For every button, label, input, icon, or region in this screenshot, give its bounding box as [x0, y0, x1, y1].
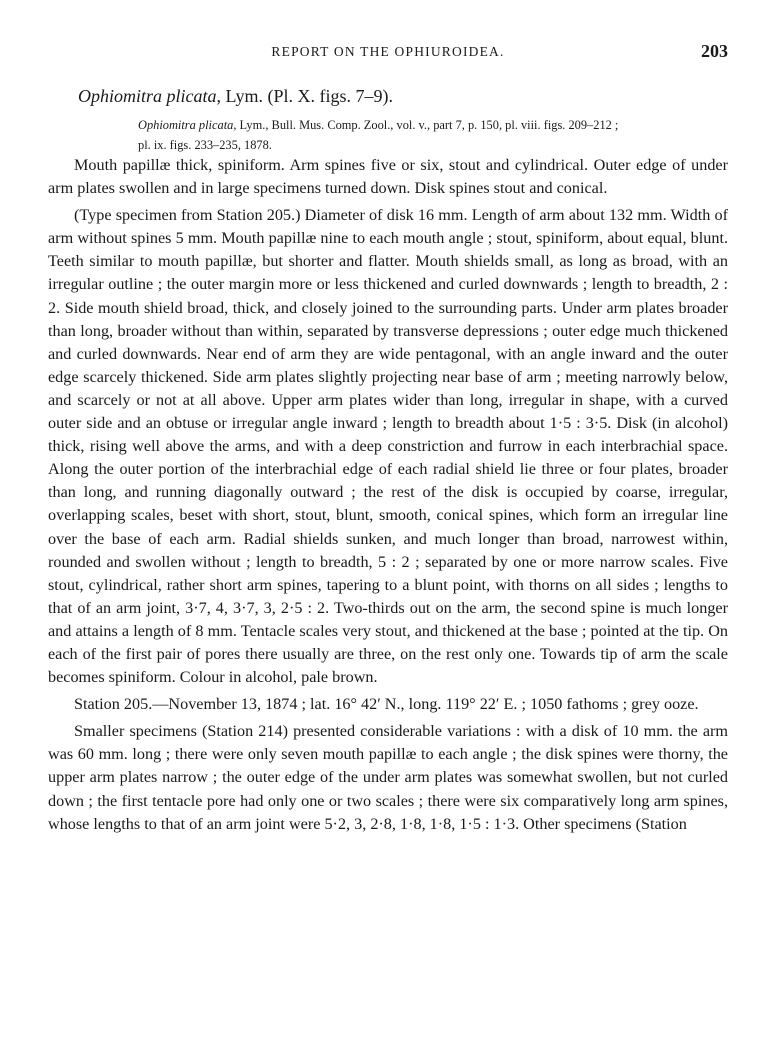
reference-species-name: Ophiomitra plicata	[138, 118, 234, 132]
species-heading	[78, 86, 393, 107]
page-number: 203	[701, 41, 728, 61]
paragraph-variations: Smaller specimens (Station 214) presented considerable variations : with a disk of 10 mm. the arm was 60 mm. long ; there were only seven mouth papillæ to each angle ; the disk spines were thorny, the upper arm plates narrow ; the outer edge of the under arm plates was somewhat swollen, but not curled down ; the first tentacle pore had only one or two scales ; there were six comparatively long arm spines, whose lengths to that of an arm joint were 5·2, 3, 2·8, 1·8, 1·8, 1·5 : 1·3. Other specimens (Station	[48, 722, 728, 833]
running-header	[48, 41, 728, 66]
synonymy-reference	[138, 115, 728, 155]
running-title: REPORT ON THE OPHIUROIDEA.	[271, 44, 505, 59]
paragraph-station: Station 205.—November 13, 1874 ; lat. 16° 42′ N., long. 119° 22′ E. ; 1050 fathoms ; grey ooze.	[74, 695, 699, 714]
species-name: Ophiomitra plicata	[78, 86, 217, 106]
body-text	[48, 154, 728, 836]
species-authority: , Lym. (Pl. X. figs. 7–9).	[216, 86, 394, 106]
paragraph-description: (Type specimen from Station 205.) Diameter of disk 16 mm. Length of arm about 132 mm. Width of arm without spines 5 mm. Mouth papillæ nine to each mouth angle ; stout, spiniform, about equal, blunt. Teeth similar to mouth papillæ, but shorter and flatter. Mouth shields small, as long as broad, with an irregular outline ; the outer margin more or less thickened and curled downwards ; length to breadth, 2 : 2. Side mouth shield broad, thick, and closely joined to the surrounding parts. Under arm plates broader than long, broader without than within, separated by transverse depressions ; outer edge much thickened and curled downwards. Near end of arm they are wide pentagonal, with an angle inward and the outer edge scarcely thickened. Side arm plates slightly projecting near base of arm ; meeting narrowly below, and scarcely or not at all above. Upper arm plates wider than long, irregular in shape, with a curved outer side and an obtuse or irregular angle inward ; length to breadth about 1·5 : 3·5. Disk (in alcohol) thick, rising well above the arms, and with a deep constriction and furrow in each interbrachial space. Along the outer portion of the interbrachial edge of each radial shield lie three or four plates, broader than long, and running diagonally outward ; the rest of the disk is occupied by coarse, irregular, overlapping scales, beset with short, stout, blunt, smooth, conical spines, which form an irregular line over the base of each arm. Radial shields sunken, and much longer than broad, narrowest within, rounded and swollen without ; length to breadth, 5 : 2 ; separated by one or more narrow scales. Five stout, cylindrical, rather short arm spines, tapering to a blunt point, with thorns on all sides ; lengths to that of an arm joint, 3·7, 4, 3·7, 3, 2·5 : 2. Two-thirds out on the arm, the second spine is much longer and attains a length of 8 mm. Tentacle scales very stout, and thickened at the base ; pointed at the tip. On each of the first pair of pores there usually are three, on the rest only one. Towards tip of arm the scale becomes spiniform. Colour in alcohol, pale brown.	[48, 206, 728, 687]
reference-citation-line2: pl. ix. figs. 233–235, 1878.	[138, 138, 272, 152]
paragraph-diagnosis: Mouth papillæ thick, spiniform. Arm spines five or six, stout and cylindrical. Outer edge of under arm plates swollen and in large specimens turned down. Disk spines stout and conical.	[48, 156, 728, 198]
reference-citation-line1: , Lym., Bull. Mus. Comp. Zool., vol. v., part 7, p. 150, pl. viii. figs. 209–212 ;	[233, 118, 619, 132]
